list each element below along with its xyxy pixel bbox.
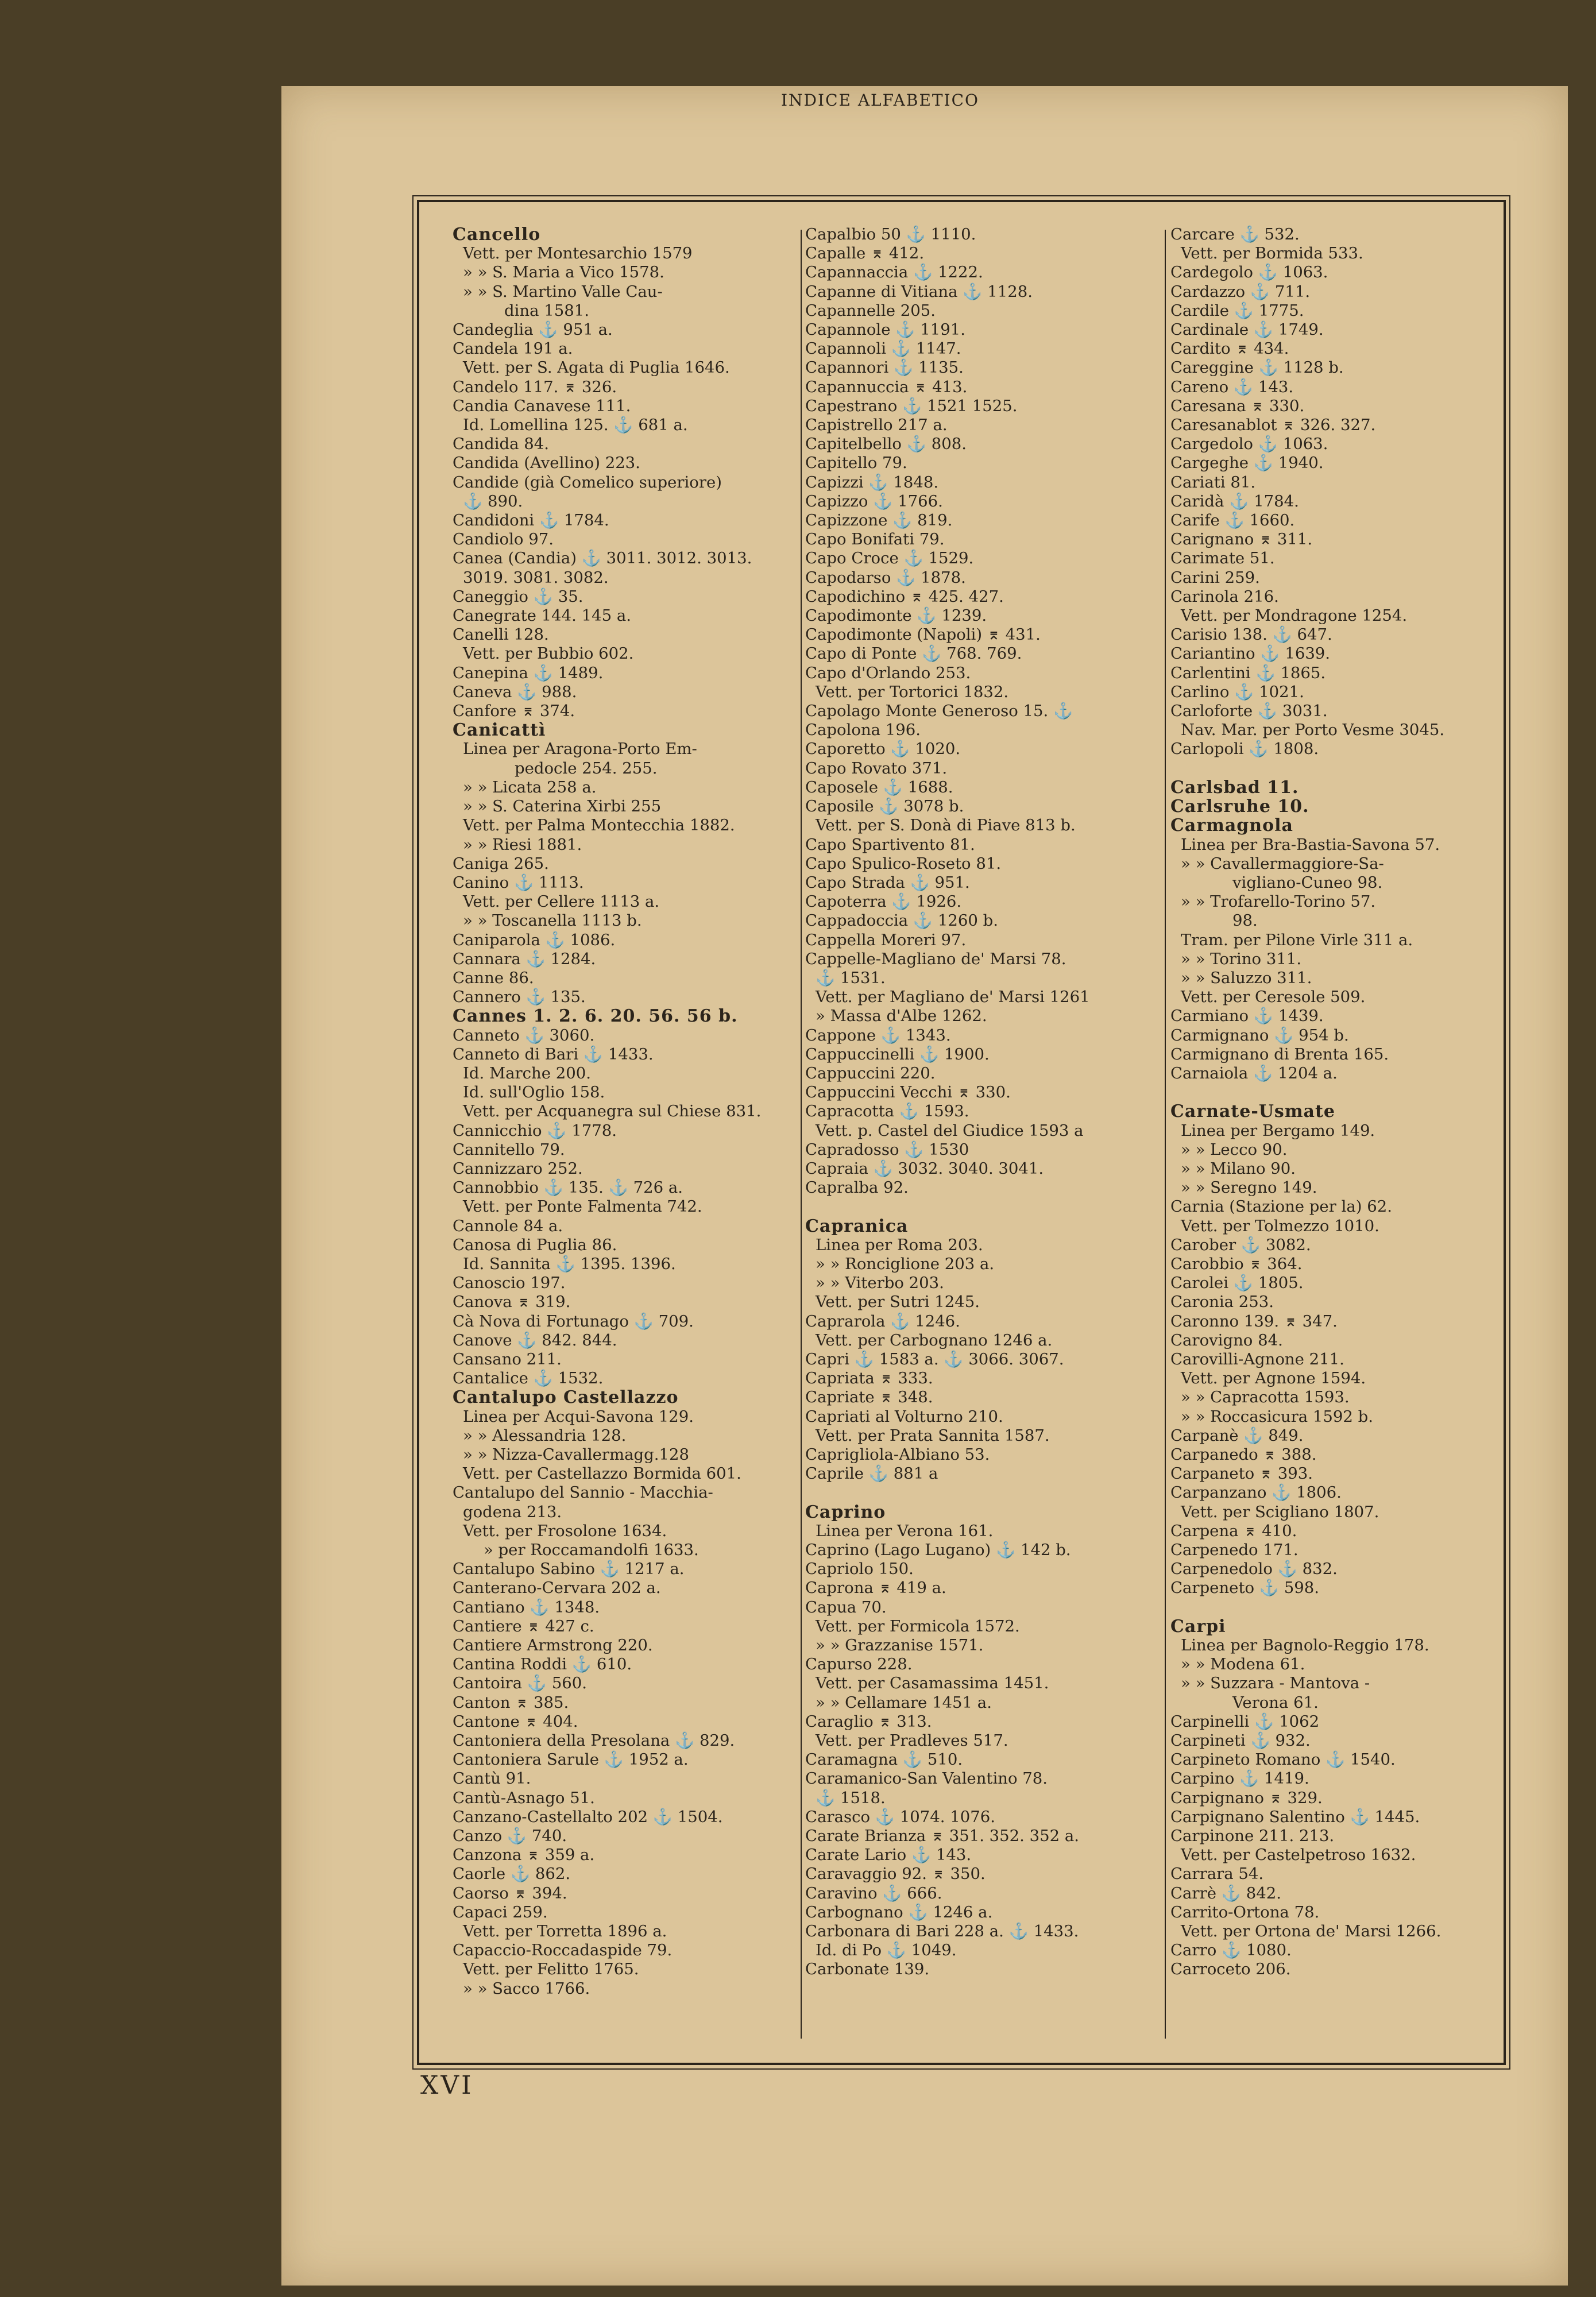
index-entry: Capaci 259. [453,1902,548,1921]
index-column-3 [1170,225,1498,1979]
index-entry: » » Alessandria 128. [463,1426,627,1445]
index-entry: Vett. per Magliano de' Marsi 1261 [816,988,1090,1007]
index-entry: Carbonara di Bari 228 a. ⚓ 1433. [805,1922,1079,1941]
index-entry: Caraglio ⌆ 313. [805,1712,932,1731]
index-entry: Linea per Roma 203. [816,1235,983,1254]
index-entry: Capizzo ⚓ 1766. [805,492,943,511]
index-entry: Canneto ⚓ 3060. [453,1026,595,1045]
index-entry: Canea (Candia) ⚓ 3011. 3012. 3013. [453,549,752,568]
index-entry: Carovilli-Agnone 211. [1170,1349,1344,1368]
index-entry: Canegrate 144. 145 a. [453,606,631,625]
index-entry: Caresanablot ⌆ 326. 327. [1170,416,1376,435]
index-entry: Vett. per Formicola 1572. [816,1617,1020,1635]
index-entry: Carate Lario ⚓ 143. [805,1846,972,1865]
index-entry: Caronno 139. ⌆ 347. [1170,1312,1338,1331]
index-entry: » » Grazzanise 1571. [816,1636,984,1655]
index-entry: Carlino ⚓ 1021. [1170,682,1304,701]
index-entry: Linea per Aragona-Porto Em- [463,740,697,759]
index-entry: Vett. per S. Donà di Piave 813 b. [816,816,1076,835]
index-entry: Carini 259. [1170,568,1260,587]
index-entry: Carnaiola ⚓ 1204 a. [1170,1064,1338,1082]
index-entry: Canosa di Puglia 86. [453,1235,617,1254]
index-entry: Tram. per Pilone Virle 311 a. [1181,930,1413,949]
index-entry: Caniparola ⚓ 1086. [453,930,616,949]
index-entry: Cariati 81. [1170,473,1256,492]
index-entry: Carlopoli ⚓ 1808. [1170,740,1319,759]
index-entry: Capannelle 205. [805,301,936,320]
index-heading: Carpi [1170,1616,1226,1637]
index-entry: Carpenedo 171. [1170,1541,1299,1560]
page-number: XVI [420,2071,474,2100]
index-entry: Carmignano di Brenta 165. [1170,1045,1389,1064]
index-entry: » » S. Martino Valle Cau- [463,282,663,301]
index-entry: » » Roccasicura 1592 b. [1181,1407,1373,1426]
index-entry: Carmignano ⚓ 954 b. [1170,1026,1349,1045]
index-entry: ⚓ 1531. [816,968,886,987]
index-entry: Cantiere Armstrong 220. [453,1636,653,1655]
index-entry: Cantoira ⚓ 560. [453,1674,588,1693]
index-entry: Carober ⚓ 3082. [1170,1235,1311,1254]
index-column-2 [805,225,1161,1979]
index-entry: Vett. per Castellazzo Bormida 601. [463,1464,741,1483]
index-entry: Carisio 138. ⚓ 647. [1170,625,1332,644]
index-entry: Canzano-Castellalto 202 ⚓ 1504. [453,1807,723,1826]
index-entry: Carcare ⚓ 532. [1170,225,1300,243]
index-entry: Carpineto Romano ⚓ 1540. [1170,1750,1396,1769]
index-entry: Canoscio 197. [453,1274,566,1293]
index-entry: Capistrello 217 a. [805,416,948,435]
index-entry: Linea per Bergamo 149. [1181,1121,1375,1140]
index-heading: Carlsruhe 10. [1170,796,1309,817]
index-entry: Vett. per Ponte Falmenta 742. [463,1197,702,1216]
index-entry: Cappadoccia ⚓ 1260 b. [805,911,998,930]
index-entry: Caronia 253. [1170,1293,1274,1312]
index-entry: Cantina Roddi ⚓ 610. [453,1655,632,1674]
index-entry: Cannitello 79. [453,1140,565,1159]
index-entry: Cantù 91. [453,1769,531,1788]
index-entry: Caresana ⌆ 330. [1170,396,1305,415]
index-entry: Canterano-Cervara 202 a. [453,1579,661,1598]
index-entry: Candia Canavese 111. [453,396,631,415]
index-entry: Capoterra ⚓ 1926. [805,892,962,911]
index-entry: » » S. Maria a Vico 1578. [463,263,664,282]
index-entry: Capo Spartivento 81. [805,835,975,854]
index-entry: Capannole ⚓ 1191. [805,320,965,339]
index-heading: Carnate-Usmate [1170,1101,1335,1122]
index-entry: Careggine ⚓ 1128 b. [1170,358,1344,377]
index-entry: Cappella Moreri 97. [805,930,967,949]
index-entry: Carpanè ⚓ 849. [1170,1426,1304,1445]
index-entry: Linea per Verona 161. [816,1521,994,1540]
index-entry: Capitello 79. [805,454,907,473]
index-entry: Caneva ⚓ 988. [453,682,577,701]
index-entry: Carovigno 84. [1170,1331,1283,1349]
index-entry: godena 213. [463,1502,562,1521]
index-entry: Carife ⚓ 1660. [1170,511,1295,530]
index-entry: Canelli 128. [453,625,549,644]
index-entry: Id. Sannita ⚓ 1395. 1396. [463,1254,676,1273]
index-entry: » » Milano 90. [1181,1159,1296,1178]
index-entry: Carpenedolo ⚓ 832. [1170,1560,1338,1579]
index-entry: Vett. per Tolmezzo 1010. [1181,1216,1379,1235]
index-entry: » » Cavallermaggiore-Sa- [1181,854,1384,873]
index-entry: Nav. Mar. per Porto Vesme 3045. [1181,721,1445,740]
index-entry: Capannuccia ⌆ 413. [805,377,968,396]
index-entry: Caposele ⚓ 1688. [805,778,953,796]
index-entry: Carnia (Stazione per la) 62. [1170,1197,1392,1216]
index-entry: Capraia ⚓ 3032. 3040. 3041. [805,1159,1044,1178]
index-entry: Capizzi ⚓ 1848. [805,473,939,492]
index-entry: » » Torino 311. [1181,949,1302,968]
index-entry: Capodichino ⌆ 425. 427. [805,587,1004,606]
index-entry: » » Nizza-Cavallermagg.128 [463,1445,689,1464]
index-entry: Caridà ⚓ 1784. [1170,492,1299,511]
index-column-1 [453,225,796,1998]
index-entry: Vett. per Pradleves 517. [816,1731,1008,1750]
index-entry: » Massa d'Albe 1262. [816,1007,987,1026]
index-entry: Carate Brianza ⌆ 351. 352. 352 a. [805,1827,1080,1846]
index-entry: Cannizzaro 252. [453,1159,583,1178]
index-entry: » » Trofarello-Torino 57. [1181,892,1376,911]
index-entry: Capizzone ⚓ 819. [805,511,953,530]
index-entry: » » Cellamare 1451 a. [816,1693,992,1712]
index-entry: Capo Rovato 371. [805,759,948,778]
index-entry: Canove ⚓ 842. 844. [453,1331,617,1349]
index-entry: Carpino ⚓ 1419. [1170,1769,1309,1788]
index-entry: dina 1581. [504,301,589,320]
index-entry: Carpinelli ⚓ 1062 [1170,1712,1320,1731]
index-entry: Carro ⚓ 1080. [1170,1941,1292,1960]
index-entry: ⚓ 1518. [816,1788,886,1807]
index-entry: Vett. per Frosolone 1634. [463,1521,667,1540]
index-entry: Capanne di Vitiana ⚓ 1128. [805,282,1033,301]
index-entry: Vett. per Ceresole 509. [1181,988,1366,1007]
index-entry: Capolago Monte Generoso 15. ⚓ [805,702,1073,721]
index-entry: Cannobbio ⚓ 135. ⚓ 726 a. [453,1178,683,1197]
index-entry: Capo Spulico-Roseto 81. [805,854,1002,873]
index-entry: Id. sull'Oglio 158. [463,1083,605,1102]
index-entry: Capriate ⌆ 348. [805,1388,933,1407]
index-heading: Cannes 1. 2. 6. 20. 56. 56 b. [453,1006,738,1027]
index-entry: Vett. per Prata Sannita 1587. [816,1426,1050,1445]
index-entry: Vett. per Acquanegra sul Chiese 831. [463,1102,762,1121]
index-entry: Capurso 228. [805,1655,913,1674]
index-entry: » » Riesi 1881. [463,835,582,854]
index-entry: Carimate 51. [1170,549,1275,568]
index-entry: Capaccio-Roccadaspide 79. [453,1941,673,1960]
index-entry: Carpena ⌆ 410. [1170,1521,1297,1540]
index-entry: Capodimonte (Napoli) ⌆ 431. [805,625,1041,644]
index-entry: Carrito-Ortona 78. [1170,1902,1320,1921]
index-entry: Cantoniera della Presolana ⚓ 829. [453,1731,735,1750]
index-entry: Cannero ⚓ 135. [453,988,586,1007]
index-heading: Carlsbad 11. [1170,777,1299,798]
index-entry: Cannicchio ⚓ 1778. [453,1121,617,1140]
index-entry: Capo di Ponte ⚓ 768. 769. [805,644,1022,663]
index-entry: Capua 70. [805,1598,887,1617]
index-entry: Cappuccini 220. [805,1064,936,1082]
index-entry: Capriati al Volturno 210. [805,1407,1003,1426]
index-entry: Capodarso ⚓ 1878. [805,568,966,587]
index-entry: Carpignano Salentino ⚓ 1445. [1170,1807,1420,1826]
index-entry: Capradosso ⚓ 1530 [805,1140,969,1159]
index-entry: Vett. per Carbognano 1246 a. [816,1331,1053,1349]
index-entry: Cannara ⚓ 1284. [453,949,596,968]
index-entry: Capri ⚓ 1583 a. ⚓ 3066. 3067. [805,1349,1064,1368]
index-heading: Cancello [453,225,541,245]
index-entry: Cantalice ⚓ 1532. [453,1369,604,1388]
index-entry: Vett. per Bubbio 602. [463,644,634,663]
index-entry: Capo Strada ⚓ 951. [805,873,970,892]
index-entry: Candelo 117. ⌆ 326. [453,377,617,396]
index-entry: Caorso ⌆ 394. [453,1884,567,1902]
index-heading: Capranica [805,1216,909,1236]
index-entry: Vett. per Felitto 1765. [463,1960,639,1979]
index-entry: ⚓ 890. [463,492,523,511]
index-entry: Candela 191 a. [453,339,573,358]
index-entry: Cargedolo ⚓ 1063. [1170,435,1328,454]
index-entry: Capodimonte ⚓ 1239. [805,606,987,625]
column-divider [801,230,802,2039]
index-entry: Carpeneto ⚓ 598. [1170,1579,1320,1598]
index-entry: Caposile ⚓ 3078 b. [805,797,964,816]
index-entry: Vett. per Agnone 1594. [1181,1369,1366,1388]
index-entry: Canino ⚓ 1113. [453,873,584,892]
index-entry: Vett. per Tortorici 1832. [816,682,1009,701]
index-heading: Carmagnola [1170,815,1293,836]
index-entry: Canepina ⚓ 1489. [453,663,604,682]
index-entry: Candida 84. [453,435,550,454]
index-entry: Canton ⌆ 385. [453,1693,569,1712]
index-entry: Caorle ⚓ 862. [453,1865,571,1884]
index-entry: Vett. per Cellere 1113 a. [463,892,660,911]
index-entry [805,1483,1161,1502]
index-entry: Carpaneto ⌆ 393. [1170,1464,1313,1483]
index-entry: » per Roccamandolfi 1633. [484,1541,699,1560]
index-entry: Carinola 216. [1170,587,1279,606]
index-entry: Cà Nova di Fortunago ⚓ 709. [453,1312,694,1331]
index-entry: Canfore ⌆ 374. [453,702,575,721]
index-entry: » » Suzzara - Mantova - [1181,1674,1370,1693]
index-entry: Capannoli ⚓ 1147. [805,339,961,358]
index-entry: Candiolo 97. [453,530,554,549]
index-entry: » » Saluzzo 311. [1181,968,1312,987]
index-entry: Carignano ⌆ 311. [1170,530,1313,549]
index-entry: Cardegolo ⚓ 1063. [1170,263,1328,282]
index-entry: 3019. 3081. 3082. [463,568,609,587]
index-entry: Carrara 54. [1170,1865,1264,1884]
index-entry: Candidoni ⚓ 1784. [453,511,609,530]
index-entry: Caneggio ⚓ 35. [453,587,583,606]
column-divider [1165,230,1166,2039]
index-entry: Cansano 211. [453,1349,562,1368]
index-entry: Capo Bonifati 79. [805,530,945,549]
index-entry: Caprarola ⚓ 1246. [805,1312,960,1331]
index-entry [1170,759,1498,778]
index-entry: Capracotta ⚓ 1593. [805,1102,969,1121]
index-entry: Linea per Bagnolo-Reggio 178. [1181,1636,1429,1655]
index-entry: pedocle 254. 255. [515,759,658,778]
index-entry: Vett. per Ortona de' Marsi 1266. [1181,1922,1442,1941]
index-entry: Caravaggio 92. ⌆ 350. [805,1865,986,1884]
index-entry: Cantù-Asnago 51. [453,1788,595,1807]
index-entry: Cantiere ⌆ 427 c. [453,1617,594,1635]
index-heading: Cantalupo Castellazzo [453,1387,679,1408]
index-entry: Candida (Avellino) 223. [453,454,640,473]
index-entry: Carpineti ⚓ 932. [1170,1731,1311,1750]
index-entry: Vett. per Torretta 1896 a. [463,1922,667,1941]
index-entry: Carpinone 211. 213. [1170,1827,1335,1846]
index-entry: Cappone ⚓ 1343. [805,1026,951,1045]
index-entry: Cappuccini Vecchi ⌆ 330. [805,1083,1011,1102]
index-entry: Cardile ⚓ 1775. [1170,301,1304,320]
index-entry: Careno ⚓ 143. [1170,377,1294,396]
index-entry: » » Viterbo 203. [816,1274,944,1293]
index-entry: Vett. per Palma Montecchia 1882. [463,816,735,835]
index-entry: Cardazzo ⚓ 711. [1170,282,1311,301]
index-entry: Caravino ⚓ 666. [805,1884,942,1902]
index-entry: Capriata ⌆ 333. [805,1369,933,1388]
index-entry: Cariantino ⚓ 1639. [1170,644,1331,663]
index-entry: Carroceto 206. [1170,1960,1291,1979]
index-entry: Cantalupo del Sannio - Macchia- [453,1483,713,1502]
index-entry: Vett. per Montesarchio 1579 [463,244,693,263]
index-entry: » » Lecco 90. [1181,1140,1288,1159]
index-entry: Vett. per Sutri 1245. [816,1293,980,1312]
index-entry: » » Ronciglione 203 a. [816,1254,995,1273]
index-entry: Caniga 265. [453,854,549,873]
index-entry: Vett. p. Castel del Giudice 1593 a [816,1121,1084,1140]
index-entry: Cantoniera Sarule ⚓ 1952 a. [453,1750,689,1769]
index-entry: Capalbio 50 ⚓ 1110. [805,225,976,243]
index-entry: Vett. per Casamassima 1451. [816,1674,1049,1693]
index-entry: Caprile ⚓ 881 a [805,1464,938,1483]
index-entry: Capestrano ⚓ 1521 1525. [805,396,1018,415]
index-entry: Canzo ⚓ 740. [453,1827,567,1846]
index-entry: Cantone ⌆ 404. [453,1712,578,1731]
index-entry: Capannori ⚓ 1135. [805,358,964,377]
index-entry: Cardinale ⚓ 1749. [1170,320,1324,339]
index-entry: Capo d'Orlando 253. [805,663,971,682]
index-entry: Canzona ⌆ 359 a. [453,1846,595,1865]
index-entry: Cappelle-Magliano de' Marsi 78. [805,949,1066,968]
index-entry: Verona 61. [1232,1693,1319,1712]
index-entry: Carrè ⚓ 842. [1170,1884,1281,1902]
index-entry: Carolei ⚓ 1805. [1170,1274,1304,1293]
index-entry: Candeglia ⚓ 951 a. [453,320,613,339]
index-entry: Carpignano ⌆ 329. [1170,1788,1323,1807]
index-entry: vigliano-Cuneo 98. [1232,873,1383,892]
index-entry: » » Toscanella 1113 b. [463,911,642,930]
index-entry: Capo Croce ⚓ 1529. [805,549,974,568]
index-entry: » » Capracotta 1593. [1181,1388,1350,1407]
index-entry: Id. Lomellina 125. ⚓ 681 a. [463,416,688,435]
index-entry: Vett. per Mondragone 1254. [1181,606,1408,625]
index-entry: Capannaccia ⚓ 1222. [805,263,983,282]
index-entry: Vett. per S. Agata di Puglia 1646. [463,358,730,377]
index-entry: Capitelbello ⚓ 808. [805,435,967,454]
page-header: INDICE ALFABETICO [781,91,979,110]
index-heading: Caprino [805,1502,886,1522]
index-entry: Carlentini ⚓ 1865. [1170,663,1326,682]
index-entry: Vett. per Scigliano 1807. [1181,1502,1379,1521]
index-entry: Carpanzano ⚓ 1806. [1170,1483,1342,1502]
index-entry: Caprona ⌆ 419 a. [805,1579,946,1598]
index-entry [805,1197,1161,1216]
index-heading: Canicattì [453,720,546,741]
index-entry: » » Modena 61. [1181,1655,1305,1674]
index-entry: Caporetto ⚓ 1020. [805,740,961,759]
index-entry: Cappuccinelli ⚓ 1900. [805,1045,990,1064]
index-entry: Vett. per Bormida 533. [1181,244,1363,263]
index-entry: 98. [1232,911,1258,930]
index-entry: Canova ⌆ 319. [453,1293,571,1312]
index-entry: Cardito ⌆ 434. [1170,339,1289,358]
index-entry: Linea per Acqui-Savona 129. [463,1407,694,1426]
index-entry: Caprigliola-Albiano 53. [805,1445,990,1464]
index-entry: » » Seregno 149. [1181,1178,1317,1197]
index-entry: Carasco ⚓ 1074. 1076. [805,1807,995,1826]
index-entry: Capriolo 150. [805,1560,914,1579]
index-entry: Carmiano ⚓ 1439. [1170,1007,1324,1026]
index-entry [1170,1598,1498,1617]
index-entry: Cantiano ⚓ 1348. [453,1598,600,1617]
index-entry: Carpanedo ⌆ 388. [1170,1445,1317,1464]
index-entry: Cantalupo Sabino ⚓ 1217 a. [453,1560,685,1579]
index-entry: Capolona 196. [805,721,921,740]
index-entry: » » S. Caterina Xirbi 255 [463,797,662,816]
index-entry: Carbognano ⚓ 1246 a. [805,1902,993,1921]
index-entry: Cannole 84 a. [453,1216,563,1235]
index-entry: Carloforte ⚓ 3031. [1170,702,1328,721]
index-entry: Canne 86. [453,968,534,987]
index-entry: » » Licata 258 a. [463,778,597,796]
index-entry: Carobbio ⌆ 364. [1170,1254,1303,1273]
index-entry: Caramanico-San Valentino 78. [805,1769,1048,1788]
index-entry: » » Sacco 1766. [463,1979,590,1998]
index-entry: Id. Marche 200. [463,1064,592,1082]
index-entry: Canneto di Bari ⚓ 1433. [453,1045,654,1064]
index-entry: Linea per Bra-Bastia-Savona 57. [1181,835,1440,854]
index-entry: Id. di Po ⚓ 1049. [816,1941,957,1960]
index-entry: Capalle ⌆ 412. [805,244,925,263]
index-entry: Candide (già Comelico superiore) [453,473,722,492]
index-entry: Caramagna ⚓ 510. [805,1750,963,1769]
index-entry: Capralba 92. [805,1178,909,1197]
index-entry: Vett. per Castelpetroso 1632. [1181,1846,1416,1865]
index-entry: Carbonate 139. [805,1960,930,1979]
index-entry: Cargeghe ⚓ 1940. [1170,454,1324,473]
index-entry: Caprino (Lago Lugano) ⚓ 142 b. [805,1541,1071,1560]
index-entry [1170,1083,1498,1102]
